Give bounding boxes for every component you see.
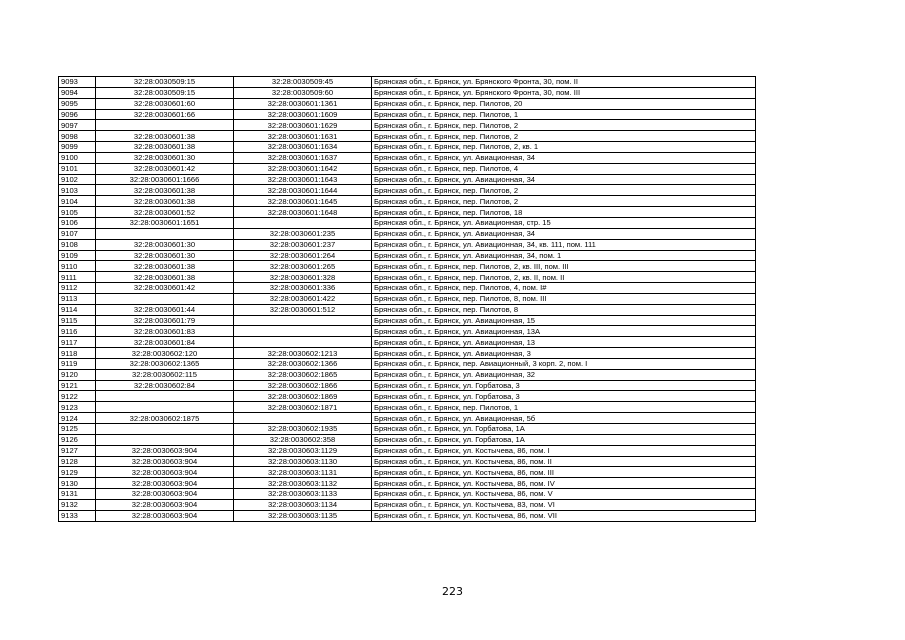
source-cadastral-number-cell: 32:28:0030603:904 <box>96 445 234 456</box>
source-cadastral-number-cell: 32:28:0030601:1651 <box>96 217 234 228</box>
cadastral-number-cell: 32:28:0030601:1361 <box>234 98 372 109</box>
table-row <box>59 109 756 120</box>
row-number-cell: 9133 <box>59 510 96 521</box>
address-cell: Брянская обл., г. Брянск, ул. Брянского Фронта, 30, пом. III <box>372 87 756 98</box>
row-number-cell: 9126 <box>59 434 96 445</box>
address-cell: Брянская обл., г. Брянск, пер. Пилотов, 2, кв. 1 <box>372 142 756 153</box>
source-cadastral-number-cell <box>96 402 234 413</box>
source-cadastral-number-cell: 32:28:0030601:66 <box>96 109 234 120</box>
source-cadastral-number-cell: 32:28:0030601:83 <box>96 326 234 337</box>
source-cadastral-number-cell: 32:28:0030601:42 <box>96 163 234 174</box>
table-row <box>59 207 756 218</box>
table-row <box>59 478 756 489</box>
table-row <box>59 315 756 326</box>
table-row <box>59 293 756 304</box>
table-row <box>59 120 756 131</box>
cadastral-number-cell <box>234 337 372 348</box>
table-row <box>59 369 756 380</box>
source-cadastral-number-cell: 32:28:0030601:84 <box>96 337 234 348</box>
row-number-cell: 9108 <box>59 239 96 250</box>
table-row <box>59 152 756 163</box>
source-cadastral-number-cell: 32:28:0030509:15 <box>96 87 234 98</box>
cadastral-number-cell: 32:28:0030601:1609 <box>234 109 372 120</box>
row-number-cell: 9109 <box>59 250 96 261</box>
table-row <box>59 131 756 142</box>
row-number-cell: 9098 <box>59 131 96 142</box>
address-cell: Брянская обл., г. Брянск, ул. Костычева, 86, пом. V <box>372 489 756 500</box>
registry-table-body <box>59 77 756 522</box>
table-row <box>59 261 756 272</box>
address-cell: Брянская обл., г. Брянск, пер. Пилотов, 2 <box>372 131 756 142</box>
address-cell: Брянская обл., г. Брянск, пер. Пилотов, 20 <box>372 98 756 109</box>
table-row <box>59 217 756 228</box>
cadastral-number-cell: 32:28:0030601:512 <box>234 304 372 315</box>
table-row <box>59 348 756 359</box>
address-cell: Брянская обл., г. Брянск, ул. Костычева, 86, пом. II <box>372 456 756 467</box>
address-cell: Брянская обл., г. Брянск, пер. Пилотов, 4 <box>372 163 756 174</box>
row-number-cell: 9129 <box>59 467 96 478</box>
row-number-cell: 9102 <box>59 174 96 185</box>
cadastral-number-cell: 32:28:0030603:1129 <box>234 445 372 456</box>
cadastral-number-cell: 32:28:0030602:1935 <box>234 424 372 435</box>
row-number-cell: 9131 <box>59 489 96 500</box>
row-number-cell: 9115 <box>59 315 96 326</box>
address-cell: Брянская обл., г. Брянск, пер. Пилотов, 2 <box>372 185 756 196</box>
cadastral-number-cell: 32:28:0030602:1871 <box>234 402 372 413</box>
table-row <box>59 239 756 250</box>
table-row <box>59 304 756 315</box>
cadastral-number-cell: 32:28:0030601:1648 <box>234 207 372 218</box>
source-cadastral-number-cell <box>96 424 234 435</box>
cadastral-number-cell: 32:28:0030603:1135 <box>234 510 372 521</box>
table-row <box>59 326 756 337</box>
address-cell: Брянская обл., г. Брянск, ул. Костычева, 86, пом. VII <box>372 510 756 521</box>
address-cell: Брянская обл., г. Брянск, ул. Горбатова, 3 <box>372 380 756 391</box>
cadastral-number-cell <box>234 217 372 228</box>
cadastral-number-cell: 32:28:0030602:1213 <box>234 348 372 359</box>
table-row <box>59 434 756 445</box>
row-number-cell: 9114 <box>59 304 96 315</box>
address-cell: Брянская обл., г. Брянск, ул. Брянского Фронта, 30, пом. II <box>372 77 756 88</box>
address-cell: Брянская обл., г. Брянск, ул. Авиационная, 34 <box>372 174 756 185</box>
address-cell: Брянская обл., г. Брянск, ул. Авиационная, 34, пом. 1 <box>372 250 756 261</box>
page-number: 223 <box>442 585 463 598</box>
table-row <box>59 391 756 402</box>
row-number-cell: 9119 <box>59 358 96 369</box>
table-row <box>59 499 756 510</box>
address-cell: Брянская обл., г. Брянск, ул. Горбатова, 1А <box>372 434 756 445</box>
table-row <box>59 402 756 413</box>
address-cell: Брянская обл., г. Брянск, пер. Пилотов, 1 <box>372 402 756 413</box>
address-cell: Брянская обл., г. Брянск, ул. Костычева, 83, пом. VI <box>372 499 756 510</box>
source-cadastral-number-cell: 32:28:0030601:38 <box>96 142 234 153</box>
source-cadastral-number-cell: 32:28:0030601:79 <box>96 315 234 326</box>
table-row <box>59 283 756 294</box>
table-row <box>59 467 756 478</box>
cadastral-number-cell: 32:28:0030601:1643 <box>234 174 372 185</box>
source-cadastral-number-cell: 32:28:0030603:904 <box>96 456 234 467</box>
cadastral-number-cell: 32:28:0030602:1865 <box>234 369 372 380</box>
source-cadastral-number-cell: 32:28:0030603:904 <box>96 510 234 521</box>
address-cell: Брянская обл., г. Брянск, пер. Пилотов, 18 <box>372 207 756 218</box>
row-number-cell: 9111 <box>59 272 96 283</box>
row-number-cell: 9124 <box>59 413 96 424</box>
cadastral-number-cell: 32:28:0030601:1644 <box>234 185 372 196</box>
cadastral-number-cell <box>234 413 372 424</box>
source-cadastral-number-cell: 32:28:0030602:1365 <box>96 358 234 369</box>
cadastral-number-cell <box>234 315 372 326</box>
source-cadastral-number-cell: 32:28:0030602:84 <box>96 380 234 391</box>
source-cadastral-number-cell: 32:28:0030601:44 <box>96 304 234 315</box>
address-cell: Брянская обл., г. Брянск, ул. Авиационная, 13 <box>372 337 756 348</box>
cadastral-number-cell: 32:28:0030603:1130 <box>234 456 372 467</box>
source-cadastral-number-cell: 32:28:0030601:38 <box>96 196 234 207</box>
source-cadastral-number-cell: 32:28:0030601:42 <box>96 283 234 294</box>
source-cadastral-number-cell: 32:28:0030601:1666 <box>96 174 234 185</box>
address-cell: Брянская обл., г. Брянск, ул. Костычева, 86, пом. IV <box>372 478 756 489</box>
row-number-cell: 9103 <box>59 185 96 196</box>
table-row <box>59 456 756 467</box>
table-row <box>59 196 756 207</box>
address-cell: Брянская обл., г. Брянск, ул. Авиационная, 5б <box>372 413 756 424</box>
cadastral-number-cell: 32:28:0030602:1366 <box>234 358 372 369</box>
table-row <box>59 424 756 435</box>
table-row <box>59 250 756 261</box>
cadastral-number-cell: 32:28:0030601:1645 <box>234 196 372 207</box>
cadastral-number-cell: 32:28:0030601:1629 <box>234 120 372 131</box>
address-cell: Брянская обл., г. Брянск, пер. Пилотов, 4, пом. I# <box>372 283 756 294</box>
table-row <box>59 510 756 521</box>
cadastral-number-cell: 32:28:0030601:336 <box>234 283 372 294</box>
cadastral-number-cell: 32:28:0030603:1134 <box>234 499 372 510</box>
source-cadastral-number-cell: 32:28:0030601:38 <box>96 185 234 196</box>
table-row <box>59 87 756 98</box>
cadastral-number-cell: 32:28:0030603:1131 <box>234 467 372 478</box>
row-number-cell: 9100 <box>59 152 96 163</box>
row-number-cell: 9125 <box>59 424 96 435</box>
address-cell: Брянская обл., г. Брянск, ул. Авиационная, 13А <box>372 326 756 337</box>
cadastral-number-cell: 32:28:0030601:237 <box>234 239 372 250</box>
address-cell: Брянская обл., г. Брянск, ул. Костычева, 86, пом. I <box>372 445 756 456</box>
address-cell: Брянская обл., г. Брянск, ул. Авиационная, 34 <box>372 228 756 239</box>
source-cadastral-number-cell: 32:28:0030601:38 <box>96 261 234 272</box>
address-cell: Брянская обл., г. Брянск, пер. Пилотов, 8, пом. III <box>372 293 756 304</box>
source-cadastral-number-cell: 32:28:0030603:904 <box>96 478 234 489</box>
source-cadastral-number-cell: 32:28:0030603:904 <box>96 467 234 478</box>
row-number-cell: 9118 <box>59 348 96 359</box>
row-number-cell: 9112 <box>59 283 96 294</box>
cadastral-number-cell: 32:28:0030601:1631 <box>234 131 372 142</box>
cadastral-number-cell: 32:28:0030603:1132 <box>234 478 372 489</box>
table-row <box>59 163 756 174</box>
table-row <box>59 380 756 391</box>
row-number-cell: 9110 <box>59 261 96 272</box>
address-cell: Брянская обл., г. Брянск, ул. Костычева, 86, пом. III <box>372 467 756 478</box>
address-cell: Брянская обл., г. Брянск, ул. Авиационная, 15 <box>372 315 756 326</box>
row-number-cell: 9096 <box>59 109 96 120</box>
address-cell: Брянская обл., г. Брянск, ул. Авиационная, 34, кв. 111, пом. 111 <box>372 239 756 250</box>
cadastral-number-cell: 32:28:0030601:422 <box>234 293 372 304</box>
source-cadastral-number-cell: 32:28:0030601:30 <box>96 239 234 250</box>
cadastral-number-cell: 32:28:0030601:1634 <box>234 142 372 153</box>
cadastral-number-cell: 32:28:0030601:235 <box>234 228 372 239</box>
source-cadastral-number-cell: 32:28:0030603:904 <box>96 489 234 500</box>
address-cell: Брянская обл., г. Брянск, ул. Горбатова, 3 <box>372 391 756 402</box>
row-number-cell: 9122 <box>59 391 96 402</box>
row-number-cell: 9130 <box>59 478 96 489</box>
row-number-cell: 9105 <box>59 207 96 218</box>
address-cell: Брянская обл., г. Брянск, ул. Горбатова, 1А <box>372 424 756 435</box>
table-row <box>59 445 756 456</box>
cadastral-number-cell: 32:28:0030602:1869 <box>234 391 372 402</box>
cadastral-number-cell: 32:28:0030601:1642 <box>234 163 372 174</box>
row-number-cell: 9101 <box>59 163 96 174</box>
source-cadastral-number-cell: 32:28:0030601:38 <box>96 131 234 142</box>
table-row <box>59 272 756 283</box>
address-cell: Брянская обл., г. Брянск, пер. Пилотов, 2 <box>372 196 756 207</box>
address-cell: Брянская обл., г. Брянск, пер. Пилотов, 2, кв. II, пом. II <box>372 272 756 283</box>
row-number-cell: 9113 <box>59 293 96 304</box>
row-number-cell: 9095 <box>59 98 96 109</box>
row-number-cell: 9116 <box>59 326 96 337</box>
cadastral-number-cell: 32:28:0030509:60 <box>234 87 372 98</box>
cadastral-number-cell <box>234 326 372 337</box>
address-cell: Брянская обл., г. Брянск, ул. Авиационная, 32 <box>372 369 756 380</box>
table-row <box>59 358 756 369</box>
table-row <box>59 77 756 88</box>
row-number-cell: 9093 <box>59 77 96 88</box>
source-cadastral-number-cell: 32:28:0030509:15 <box>96 77 234 88</box>
table-row <box>59 142 756 153</box>
row-number-cell: 9097 <box>59 120 96 131</box>
table-row <box>59 337 756 348</box>
cadastral-number-cell: 32:28:0030603:1133 <box>234 489 372 500</box>
cadastral-number-cell: 32:28:0030601:265 <box>234 261 372 272</box>
cadastral-number-cell: 32:28:0030509:45 <box>234 77 372 88</box>
source-cadastral-number-cell: 32:28:0030602:115 <box>96 369 234 380</box>
address-cell: Брянская обл., г. Брянск, пер. Пилотов, 1 <box>372 109 756 120</box>
cadastral-number-cell: 32:28:0030602:1866 <box>234 380 372 391</box>
row-number-cell: 9123 <box>59 402 96 413</box>
cadastral-number-cell: 32:28:0030601:1637 <box>234 152 372 163</box>
table-row <box>59 413 756 424</box>
table-row <box>59 174 756 185</box>
cadastral-number-cell: 32:28:0030601:264 <box>234 250 372 261</box>
source-cadastral-number-cell: 32:28:0030601:38 <box>96 272 234 283</box>
source-cadastral-number-cell <box>96 391 234 402</box>
row-number-cell: 9117 <box>59 337 96 348</box>
registry-table <box>58 76 756 522</box>
source-cadastral-number-cell: 32:28:0030601:52 <box>96 207 234 218</box>
source-cadastral-number-cell: 32:28:0030603:904 <box>96 499 234 510</box>
source-cadastral-number-cell: 32:28:0030602:1875 <box>96 413 234 424</box>
row-number-cell: 9106 <box>59 217 96 228</box>
address-cell: Брянская обл., г. Брянск, ул. Авиационная, 3 <box>372 348 756 359</box>
source-cadastral-number-cell <box>96 434 234 445</box>
row-number-cell: 9121 <box>59 380 96 391</box>
source-cadastral-number-cell: 32:28:0030601:30 <box>96 152 234 163</box>
table-row <box>59 489 756 500</box>
row-number-cell: 9099 <box>59 142 96 153</box>
row-number-cell: 9107 <box>59 228 96 239</box>
table-row <box>59 185 756 196</box>
cadastral-number-cell: 32:28:0030601:328 <box>234 272 372 283</box>
row-number-cell: 9094 <box>59 87 96 98</box>
table-row <box>59 98 756 109</box>
address-cell: Брянская обл., г. Брянск, пер. Пилотов, 2, кв. III, пом. III <box>372 261 756 272</box>
cadastral-number-cell: 32:28:0030602:358 <box>234 434 372 445</box>
row-number-cell: 9120 <box>59 369 96 380</box>
address-cell: Брянская обл., г. Брянск, пер. Пилотов, 2 <box>372 120 756 131</box>
table-row <box>59 228 756 239</box>
source-cadastral-number-cell: 32:28:0030601:60 <box>96 98 234 109</box>
address-cell: Брянская обл., г. Брянск, ул. Авиационная, стр. 15 <box>372 217 756 228</box>
source-cadastral-number-cell: 32:28:0030601:30 <box>96 250 234 261</box>
address-cell: Брянская обл., г. Брянск, пер. Пилотов, 8 <box>372 304 756 315</box>
source-cadastral-number-cell <box>96 293 234 304</box>
row-number-cell: 9127 <box>59 445 96 456</box>
address-cell: Брянская обл., г. Брянск, пер. Авиационный, 3 корп. 2, пом. I <box>372 358 756 369</box>
address-cell: Брянская обл., г. Брянск, ул. Авиационная, 34 <box>372 152 756 163</box>
source-cadastral-number-cell <box>96 120 234 131</box>
row-number-cell: 9104 <box>59 196 96 207</box>
source-cadastral-number-cell <box>96 228 234 239</box>
row-number-cell: 9132 <box>59 499 96 510</box>
source-cadastral-number-cell: 32:28:0030602:120 <box>96 348 234 359</box>
row-number-cell: 9128 <box>59 456 96 467</box>
